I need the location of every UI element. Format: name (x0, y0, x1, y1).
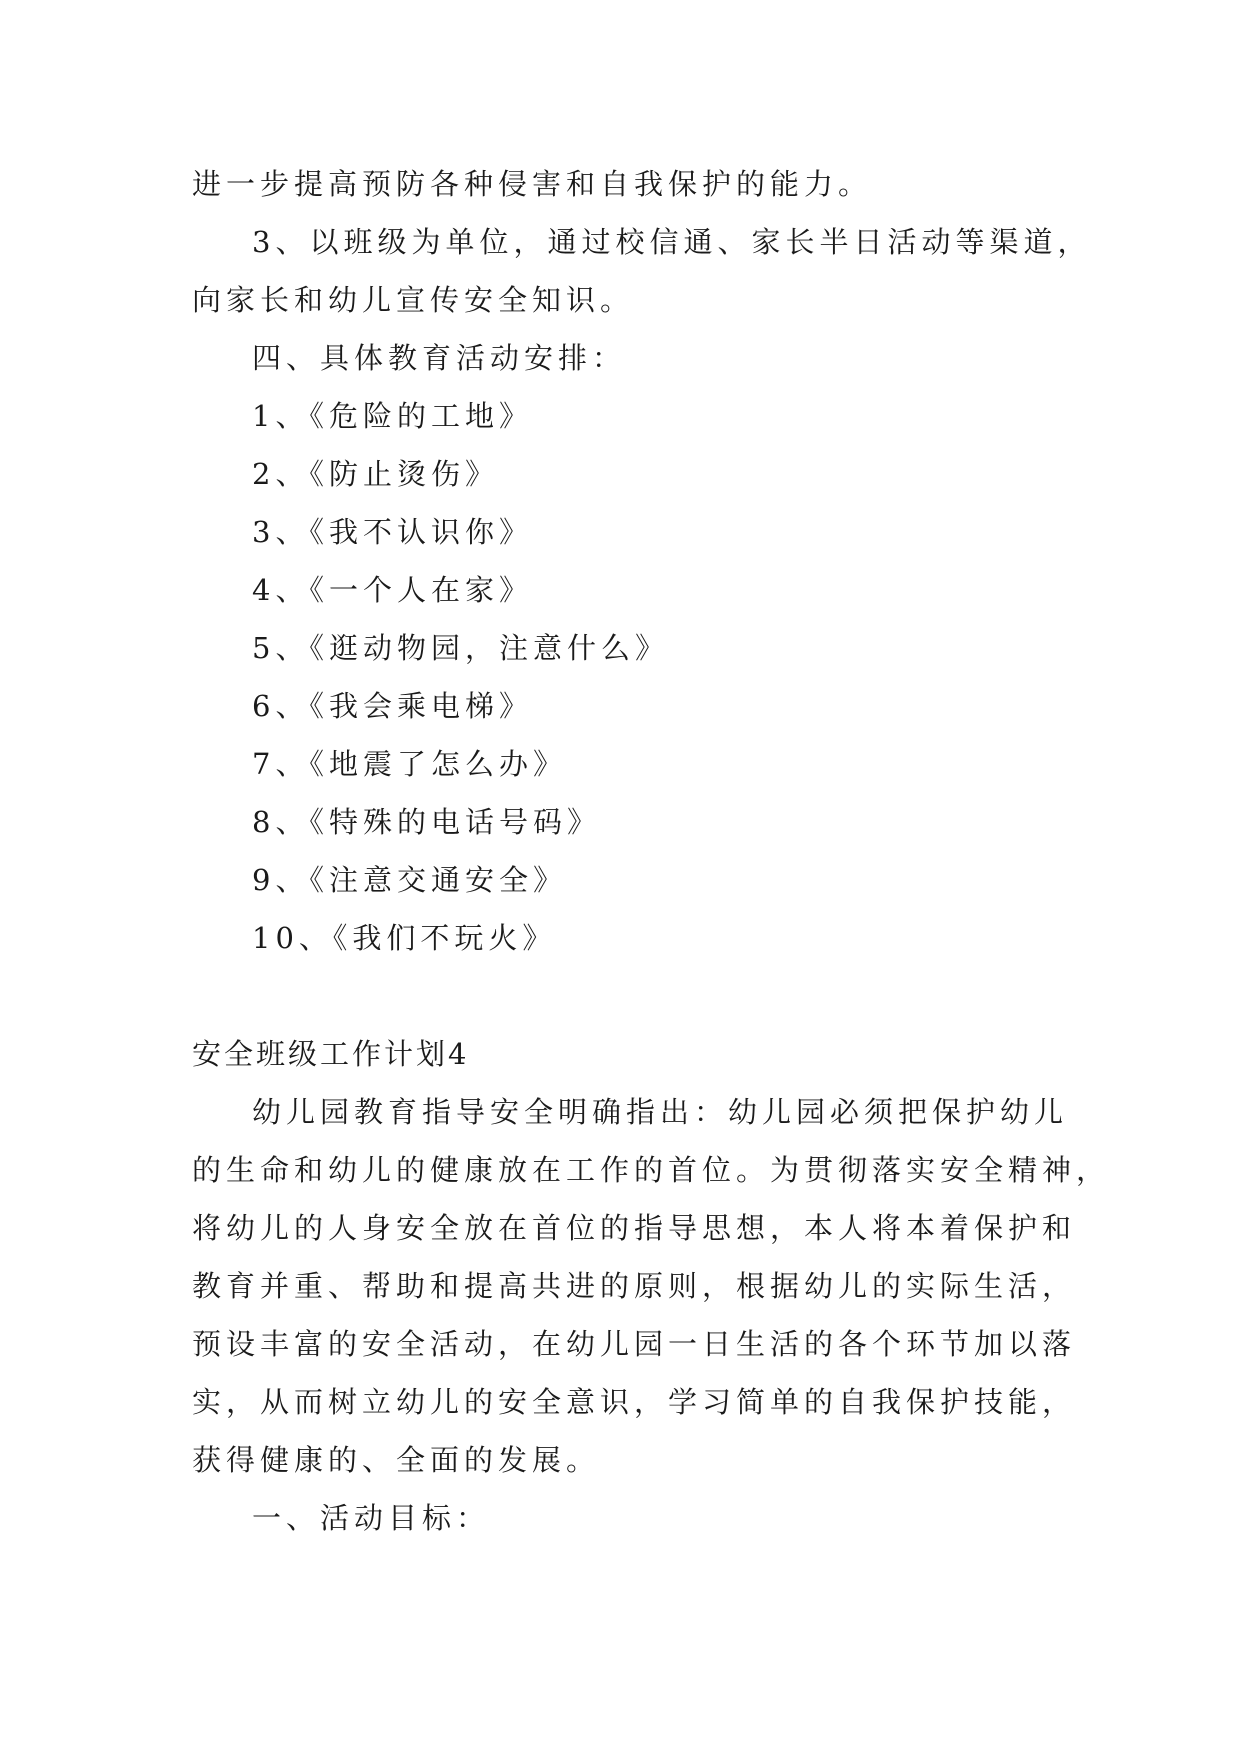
item3-line-1: 3、以班级为单位，通过校信通、家长半日活动等渠道， (252, 225, 1092, 259)
activity-item: 4、《一个人在家》 (252, 573, 533, 607)
activity-item: 7、《地震了怎么办》 (252, 747, 567, 781)
section4-title: 四、具体教育活动安排： (252, 341, 627, 375)
plan-paragraph-line: 预设丰富的安全活动，在幼儿园一日生活的各个环节加以落 (192, 1327, 1077, 1361)
activity-item: 2、《防止烫伤》 (252, 457, 499, 491)
activity-item: 3、《我不认识你》 (252, 515, 533, 549)
activity-item: 10、《我们不玩火》 (252, 921, 557, 955)
activity-item: 1、《危险的工地》 (252, 399, 533, 433)
plan-paragraph-line: 实，从而树立幼儿的安全意识，学习简单的自我保护技能， (192, 1385, 1077, 1419)
plan-paragraph-line: 的生命和幼儿的健康放在工作的首位。为贯彻落实安全精神， (192, 1153, 1111, 1187)
intro-line: 进一步提高预防各种侵害和自我保护的能力。 (192, 167, 873, 201)
plan-paragraph-line: 获得健康的、全面的发展。 (192, 1443, 601, 1477)
plan-paragraph-line: 将幼儿的人身安全放在首位的指导思想，本人将本着保护和 (192, 1211, 1077, 1245)
item3-line-2: 向家长和幼儿宣传安全知识。 (192, 283, 635, 317)
plan-paragraph-line: 幼儿园教育指导安全明确指出：幼儿园必须把保护幼儿 (252, 1095, 1069, 1129)
plan-title: 安全班级工作计划4 (192, 1037, 470, 1071)
activity-item: 5、《逛动物园，注意什么》 (252, 631, 669, 665)
section-spacer (192, 967, 1072, 1025)
activity-item: 6、《我会乘电梯》 (252, 689, 533, 723)
document-body (192, 155, 1111, 1547)
section1-title: 一、活动目标： (252, 1501, 491, 1535)
activity-item: 8、《特殊的电话号码》 (252, 805, 601, 839)
activity-item: 9、《注意交通安全》 (252, 863, 567, 897)
plan-paragraph-line: 教育并重、帮助和提高共进的原则，根据幼儿的实际生活， (192, 1269, 1077, 1303)
